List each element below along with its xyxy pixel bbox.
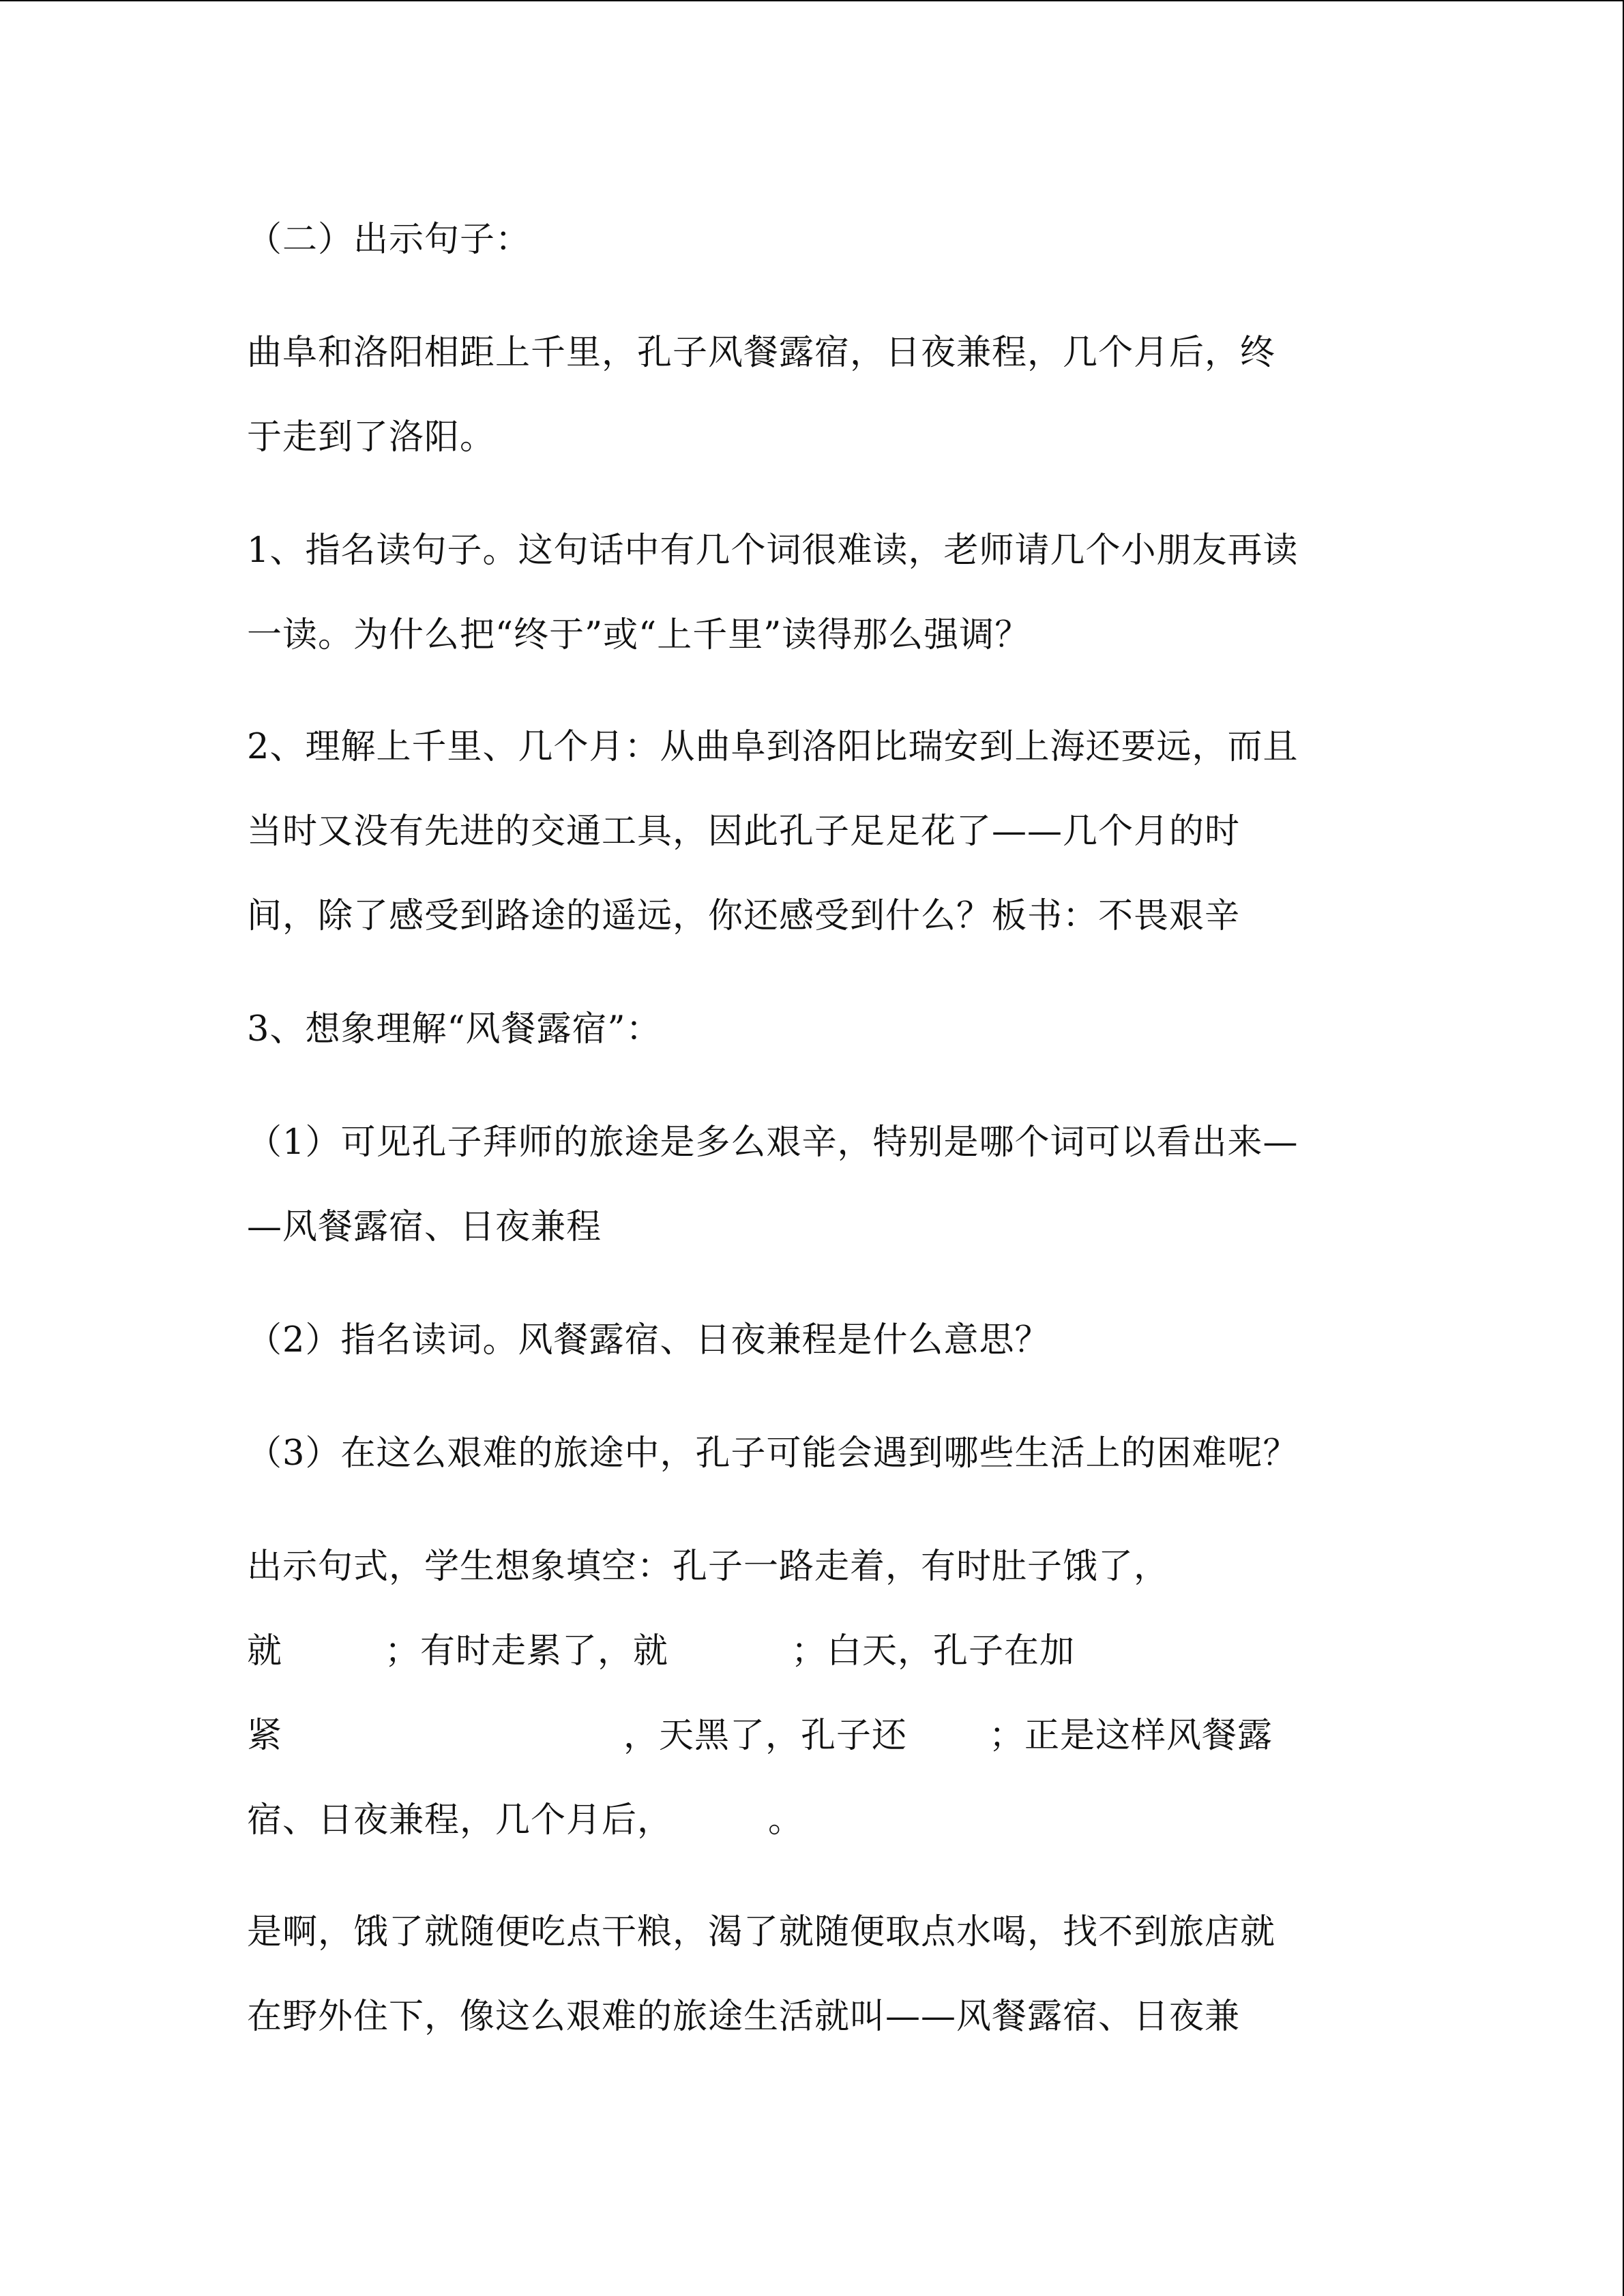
page-top-border [0, 0, 1624, 1]
item2-line-1: 2、理解上千里、几个月：从曲阜到洛阳比瑞安到上海还要远，而且 [247, 727, 1299, 767]
fill-c-part2: 。 [768, 1800, 804, 1840]
sub2-line: （2）指名读词。风餐露宿、日夜兼程是什么意思？ [247, 1320, 1050, 1360]
fill-a-part2: ；有时走累了，就 [385, 1631, 669, 1671]
fill-line-c [247, 1800, 803, 1841]
sentence-line-2: 于走到了洛阳。 [247, 417, 496, 458]
closing-line-2: 在野外住下，像这么艰难的旅途生活就叫——风餐露宿、日夜兼 [247, 1997, 1241, 2037]
fill-intro-line: 出示句式，学生想象填空：孔子一路走着，有时肚子饿了， [247, 1547, 1170, 1587]
section-heading: （二）出示句子： [247, 220, 531, 260]
sub1-line-1: （1）可见孔子拜师的旅途是多么艰辛，特别是哪个词可以看出来— [247, 1122, 1299, 1163]
item1-line-1: 1、指名读句子。这句话中有几个词很难读，老师请几个小朋友再读 [247, 531, 1299, 571]
fill-b-part2: ，天黑了，孔子还 [623, 1716, 908, 1756]
fill-a-part1: 就 [247, 1631, 283, 1671]
item2-line-2: 当时又没有先进的交通工具，因此孔子足足花了——几个月的时 [247, 811, 1241, 852]
fill-line-b [247, 1716, 1273, 1757]
sub1-line-2: —风餐露宿、日夜兼程 [247, 1207, 602, 1247]
fill-b-part3: ；正是这样风餐露 [989, 1716, 1273, 1756]
fill-b-part1: 紧 [247, 1716, 283, 1756]
item2-line-3: 间，除了感受到路途的遥远，你还感受到什么？板书：不畏艰辛 [247, 896, 1241, 936]
sub3-line: （3）在这么艰难的旅途中，孔子可能会遇到哪些生活上的困难呢？ [247, 1433, 1299, 1474]
sentence-line-1: 曲阜和洛阳相距上千里，孔子风餐露宿，日夜兼程，几个月后，终 [247, 333, 1276, 373]
item1-line-2: 一读。为什么把“终于”或“上千里”读得那么强调？ [247, 615, 1031, 655]
fill-a-part3: ；白天，孔子在加 [791, 1631, 1076, 1671]
fill-c-part1: 宿、日夜兼程，几个月后， [247, 1800, 673, 1840]
item3-heading: 3、想象理解“风餐露宿”： [247, 1009, 662, 1049]
fill-line-a [247, 1631, 1075, 1672]
closing-line-1: 是啊，饿了就随便吃点干粮，渴了就随便取点水喝，找不到旅店就 [247, 1912, 1276, 1952]
